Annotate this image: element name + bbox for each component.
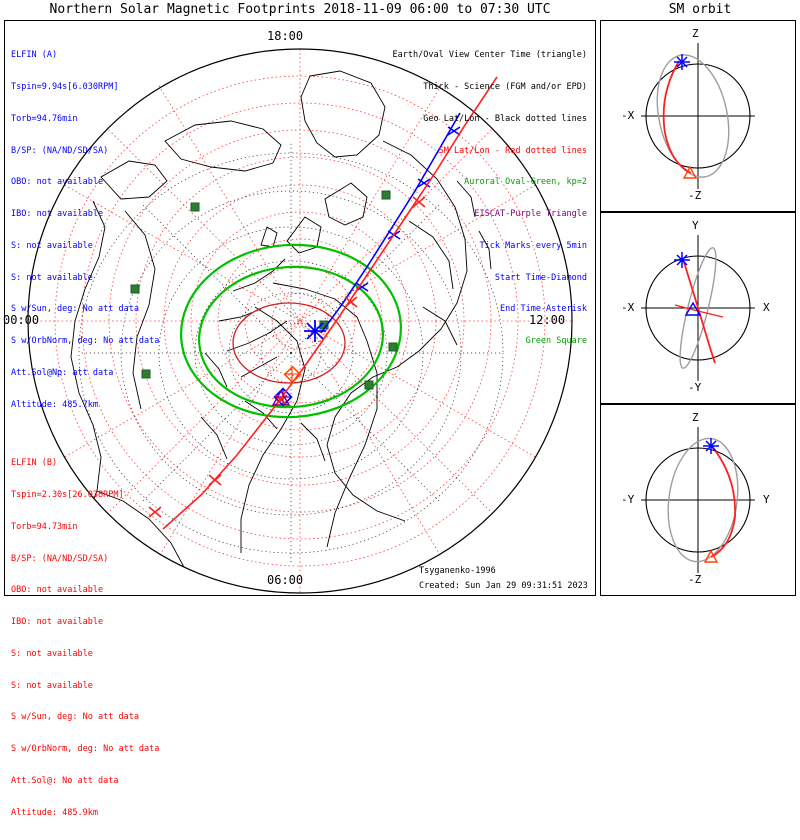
orbit-xy-label-bottom: -Y [688,381,702,394]
orbit-yz-label-top: Z [692,411,699,424]
elfin-b-line-4: OBO: not available [11,585,104,596]
elfin-a-line-11: Altitude: 485.7km [11,399,98,410]
orbit-xz-label-bottom: -Z [688,189,702,202]
elfin-b-line-11: Altitude: 485.9km [11,807,98,818]
elfin-a-line-5: IBO: not available [11,209,104,220]
legend-item-7: Start Time-Diamond [494,272,587,283]
orbit-panel-title: SM orbit [668,2,732,17]
elfin-a-line-4: OBO: not available [11,177,104,188]
elfin-b-info [11,437,159,840]
orbit-xz-label-top: Z [692,27,699,40]
page-title: Northern Solar Magnetic Footprints 2018-11-09 06:00 to 07:30 UTC [49,2,551,17]
elfin-b-line-2: Torb=94.73min [11,521,78,532]
orbit-yz-label-right: Y [763,493,770,506]
clock-label-06: 06:00 [267,573,304,587]
elfin-a-line-7: S: not available [11,272,93,283]
elfin-b-line-9: S w/OrbNorm, deg: No att data [11,744,160,755]
orbit-xy-label-top: Y [692,219,699,232]
elfin-b-line-7: S: not available [11,680,93,691]
clock-label-18: 18:00 [267,29,304,43]
legend [297,29,587,368]
elfin-b-line-0: ELFIN (B) [11,458,58,469]
elfin-a-line-2: Torb=94.76min [11,113,78,124]
legend-item-0: Earth/Oval View Center Time (triangle) [392,50,587,61]
elfin-b-line-3: B/SP: (NA/ND/SD/SA) [11,553,109,564]
elfin-b-line-1: Tspin=2.30s[26.038RPM] [11,489,124,500]
sm-orbit-column [600,20,796,596]
orbit-yz-label-left: -Y [621,493,635,506]
clock-label-12: 12:00 [529,313,566,327]
elfin-b-line-6: S: not available [11,648,93,659]
orbit-xz-label-left: -X [621,109,635,122]
legend-item-5: EISCAT-Purple Triangle [474,209,587,220]
elfin-b-line-10: Att.Sol@: No att data [11,776,119,786]
orbit-panel-yz[interactable] [600,404,796,596]
elfin-a-line-6: S: not available [11,240,93,251]
elfin-a-line-1: Tspin=9.94s[6.030RPM] [11,81,119,92]
elfin-a-line-10: Att.Sol@Np: att data [11,368,114,378]
elfin-a-line-9: S w/OrbNorm, deg: No att data [11,336,160,347]
legend-item-8: End Time-Asterisk [500,304,587,315]
legend-item-4: Auroral Oval-Green, kp=2 [464,177,587,188]
legend-item-2: Geo Lat/Lon - Black dotted lines [423,113,587,124]
clock-label-00: 00:00 [3,313,40,327]
orbit-yz-label-bottom: -Z [688,573,702,586]
elfin-b-line-5: IBO: not available [11,617,104,628]
elfin-a-info [11,29,159,432]
elfin-b-line-8: S w/Sun, deg: No att data [11,712,139,723]
model-label: Tsyganenko-1996 [419,566,496,576]
orbit-panel-xz[interactable] [600,20,796,212]
orbit-xy-label-right: X [763,301,770,314]
magnetic-footprint-map[interactable] [3,20,596,818]
orbit-xy-label-left: -X [621,301,635,314]
elfin-a-line-8: S w/Sun, deg: No att data [11,304,139,315]
orbit-panel-xy[interactable] [600,212,796,404]
elfin-a-line-0: ELFIN (A) [11,50,58,61]
elfin-a-line-3: B/SP: (NA/ND/SD/SA) [11,145,109,156]
legend-item-9: Green Square [525,336,587,347]
legend-item-6: Tick Marks every 5min [479,240,587,251]
created-label: Created: Sun Jan 29 09:31:51 2023 [419,581,588,591]
legend-item-3: SM Lat/Lon - Red dotted lines [438,145,587,156]
legend-item-1: Thick - Science (FGM and/or EPD) [423,81,587,92]
